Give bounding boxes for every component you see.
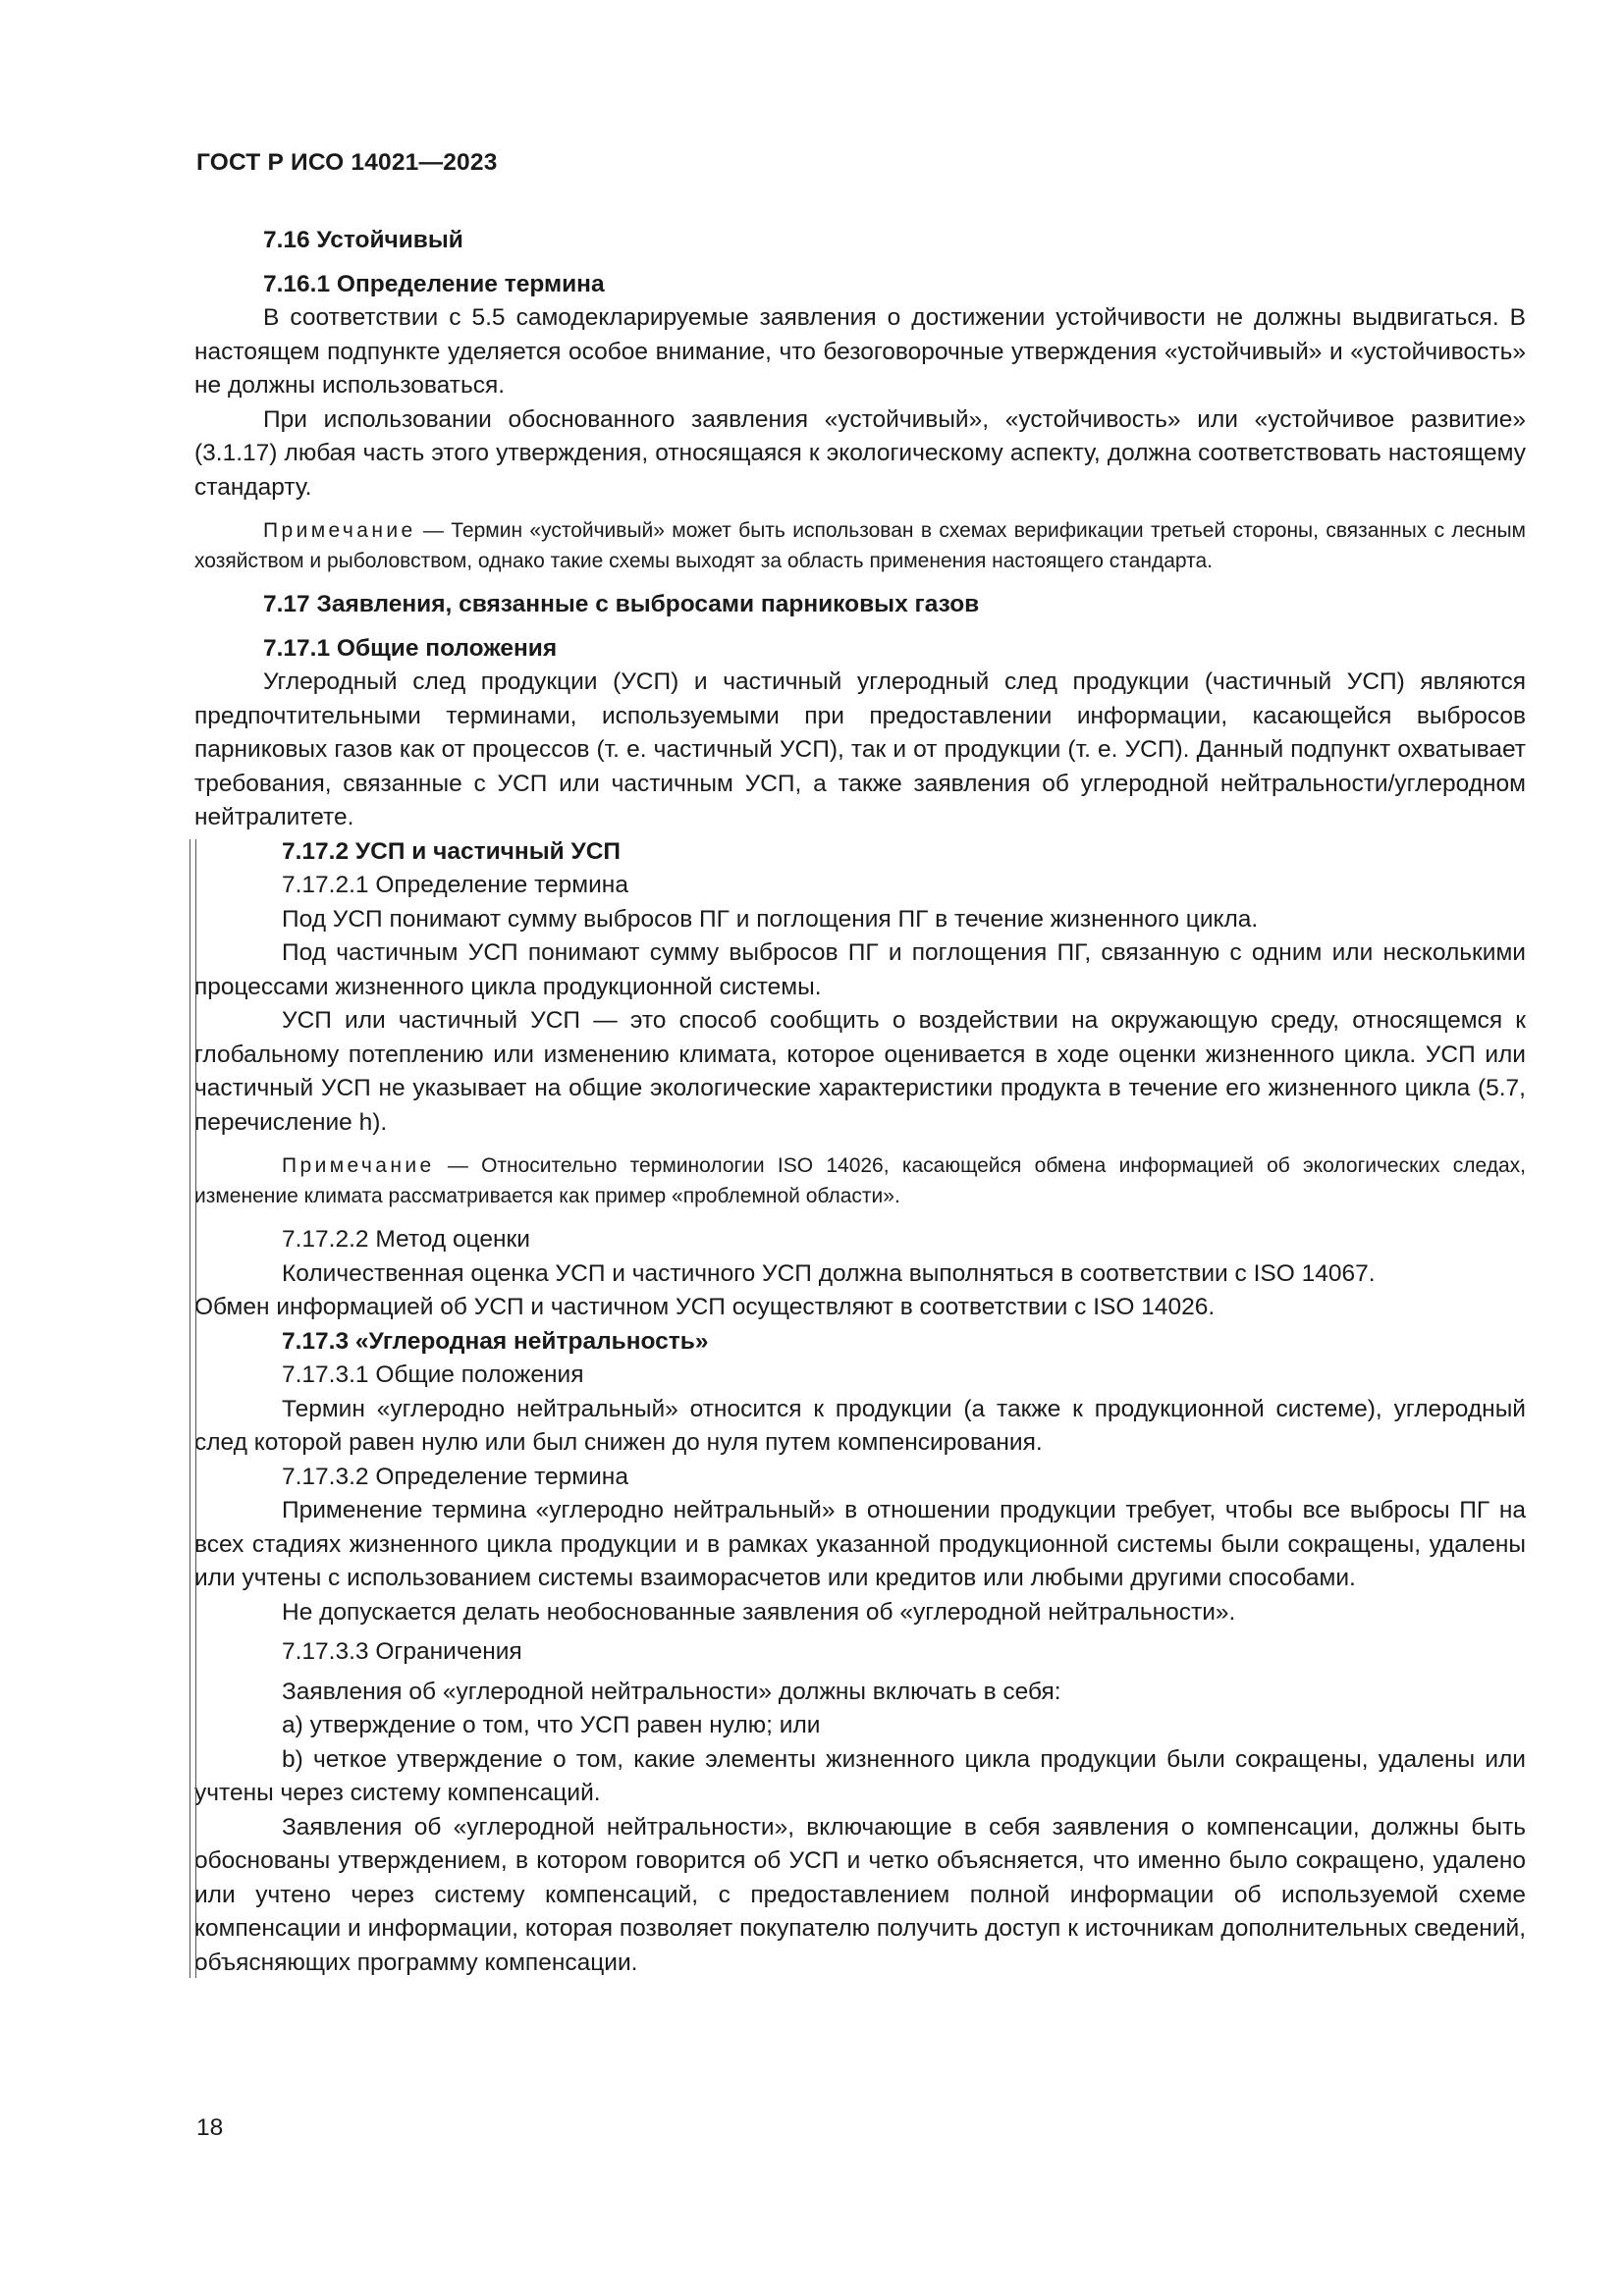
paragraph: Углеродный след продукции (УСП) и частичный углеродный след продукции (частичный УСП) являются предпочтительными терминами, используемыми при предоставлении информации, касающейся выбросов парниковых газов как от процессов (т. е. частичный УСП), так и от продукции (т. е. УСП). Данный подпункт охватывает требования, связанные с УСП или частичным УСП, а также заявления об углеродной нейтральности/углеродном нейтралитете. <box>194 668 1526 830</box>
subsection-7-17-3-3: 7.17.3.3 Ограничения <box>282 1638 522 1665</box>
list-item: b) четкое утверждение о том, какие элементы жизненного цикла продукции были сокращены, удалены или учтены через систему компенсаций. <box>194 1745 1526 1806</box>
page-content <box>194 224 1526 1980</box>
note-label: Примечание <box>282 1154 435 1177</box>
subsection-7-17-1-title: 7.17.1 Общие положения <box>263 634 558 662</box>
paragraph: Заявления об «углеродной нейтральности» должны включать в себя: <box>282 1678 1061 1705</box>
section-7-16-title: 7.16 Устойчивый <box>263 227 463 253</box>
subsection-7-17-3-title: 7.17.3 «Углеродная нейтральность» <box>282 1327 709 1355</box>
note <box>194 516 1526 576</box>
subsection-7-17-2-1: 7.17.2.1 Определение термина <box>282 872 628 898</box>
paragraph: Под УСП понимают сумму выбросов ПГ и поглощения ПГ в течение жизненного цикла. <box>282 905 1259 933</box>
note-text: — Относительно терминологии ISO 14026, касающейся обмена информацией об экологических следах, изменение климата рассматривается как пример «проблемной области». <box>194 1154 1526 1207</box>
paragraph: Применение термина «углеродно нейтральный» в отношении продукции требует, чтобы все выбросы ПГ на всех стадиях жизненного цикла продукции и в рамках указанной продукционной системы были сокращены, удалены или учтены с использованием системы взаиморасчетов или кредитов или любыми другими способами. <box>194 1497 1526 1591</box>
note-label: Примечание <box>263 519 416 542</box>
paragraph: Обмен информацией об УСП и частичном УСП осуществляют в соответствии с ISO 14026. <box>194 1294 1216 1320</box>
note-text: — Термин «устойчивый» может быть использован в схемах верификации третьей стороны, связанных с лесным хозяйством и рыболовством, однако такие схемы выходят за область применения настоящего стандарта. <box>194 519 1526 572</box>
paragraph: Под частичным УСП понимают сумму выбросов ПГ и поглощения ПГ, связанную с одним или несколькими процессами жизненного цикла продукционной системы. <box>194 939 1526 1000</box>
subsection-7-17-3-1: 7.17.3.1 Общие положения <box>282 1362 584 1388</box>
subsection-7-17-3-2: 7.17.3.2 Определение термина <box>282 1463 628 1490</box>
subsection-7-16-1-title: 7.16.1 Определение термина <box>263 270 605 297</box>
document-header: ГОСТ Р ИСО 14021—2023 <box>196 149 498 176</box>
paragraph: В соответствии с 5.5 самодекларируемые заявления о достижении устойчивости не должны выдвигаться. В настоящем подпункте уделяется особое внимание, что безоговорочные утверждения «устойчивый» и «устойчивость» не должны использоваться. <box>194 304 1526 399</box>
paragraph: УСП или частичный УСП — это способ сообщить о воздействии на окружающую среду, относящемся к глобальному потеплению или изменению климата, которое оценивается в ходе оценки жизненного цикла. УСП или частичный УСП не указывает на общие экологические характеристики продукта в течение его жизненного цикла (5.7, перечисление h). <box>194 1007 1526 1136</box>
paragraph: Не допускается делать необоснованные заявления об «углеродной нейтральности». <box>282 1598 1236 1626</box>
subsection-7-17-2-2: 7.17.2.2 Метод оценки <box>282 1226 530 1253</box>
section-7-17-title: 7.17 Заявления, связанные с выбросами парниковых газов <box>263 591 980 617</box>
paragraph: Заявления об «углеродной нейтральности», включающие в себя заявления о компенсации, должны быть обоснованы утверждением, в котором говорится об УСП и четко объясняется, что именно было сокращено, удалено или учтено через систему компенсаций, с предоставлением полной информации об используемой схеме компенсации и информации, которая позволяет покупателю получить доступ к источникам дополнительных сведений, объясняющих программу компенсации. <box>194 1813 1526 1976</box>
page-number: 18 <box>196 2114 224 2141</box>
changed-text-block <box>194 835 1526 1981</box>
subsection-7-17-2-title: 7.17.2 УСП и частичный УСП <box>282 837 622 865</box>
paragraph: При использовании обоснованного заявления «устойчивый», «устойчивость» или «устойчивое развитие» (3.1.17) любая часть этого утверждения, относящаяся к экологическому аспекту, должна соответствовать настоящему стандарту. <box>194 405 1526 501</box>
paragraph: Количественная оценка УСП и частичного УСП должна выполняться в соответствии с ISO 14067. <box>282 1259 1376 1287</box>
note <box>194 1151 1526 1211</box>
list-item: a) утверждение о том, что УСП равен нулю; или <box>282 1712 821 1738</box>
paragraph: Термин «углеродно нейтральный» относится к продукции (а также к продукционной системе), углеродный след которой равен нулю или был снижен до нуля путем компенсирования. <box>194 1395 1526 1456</box>
